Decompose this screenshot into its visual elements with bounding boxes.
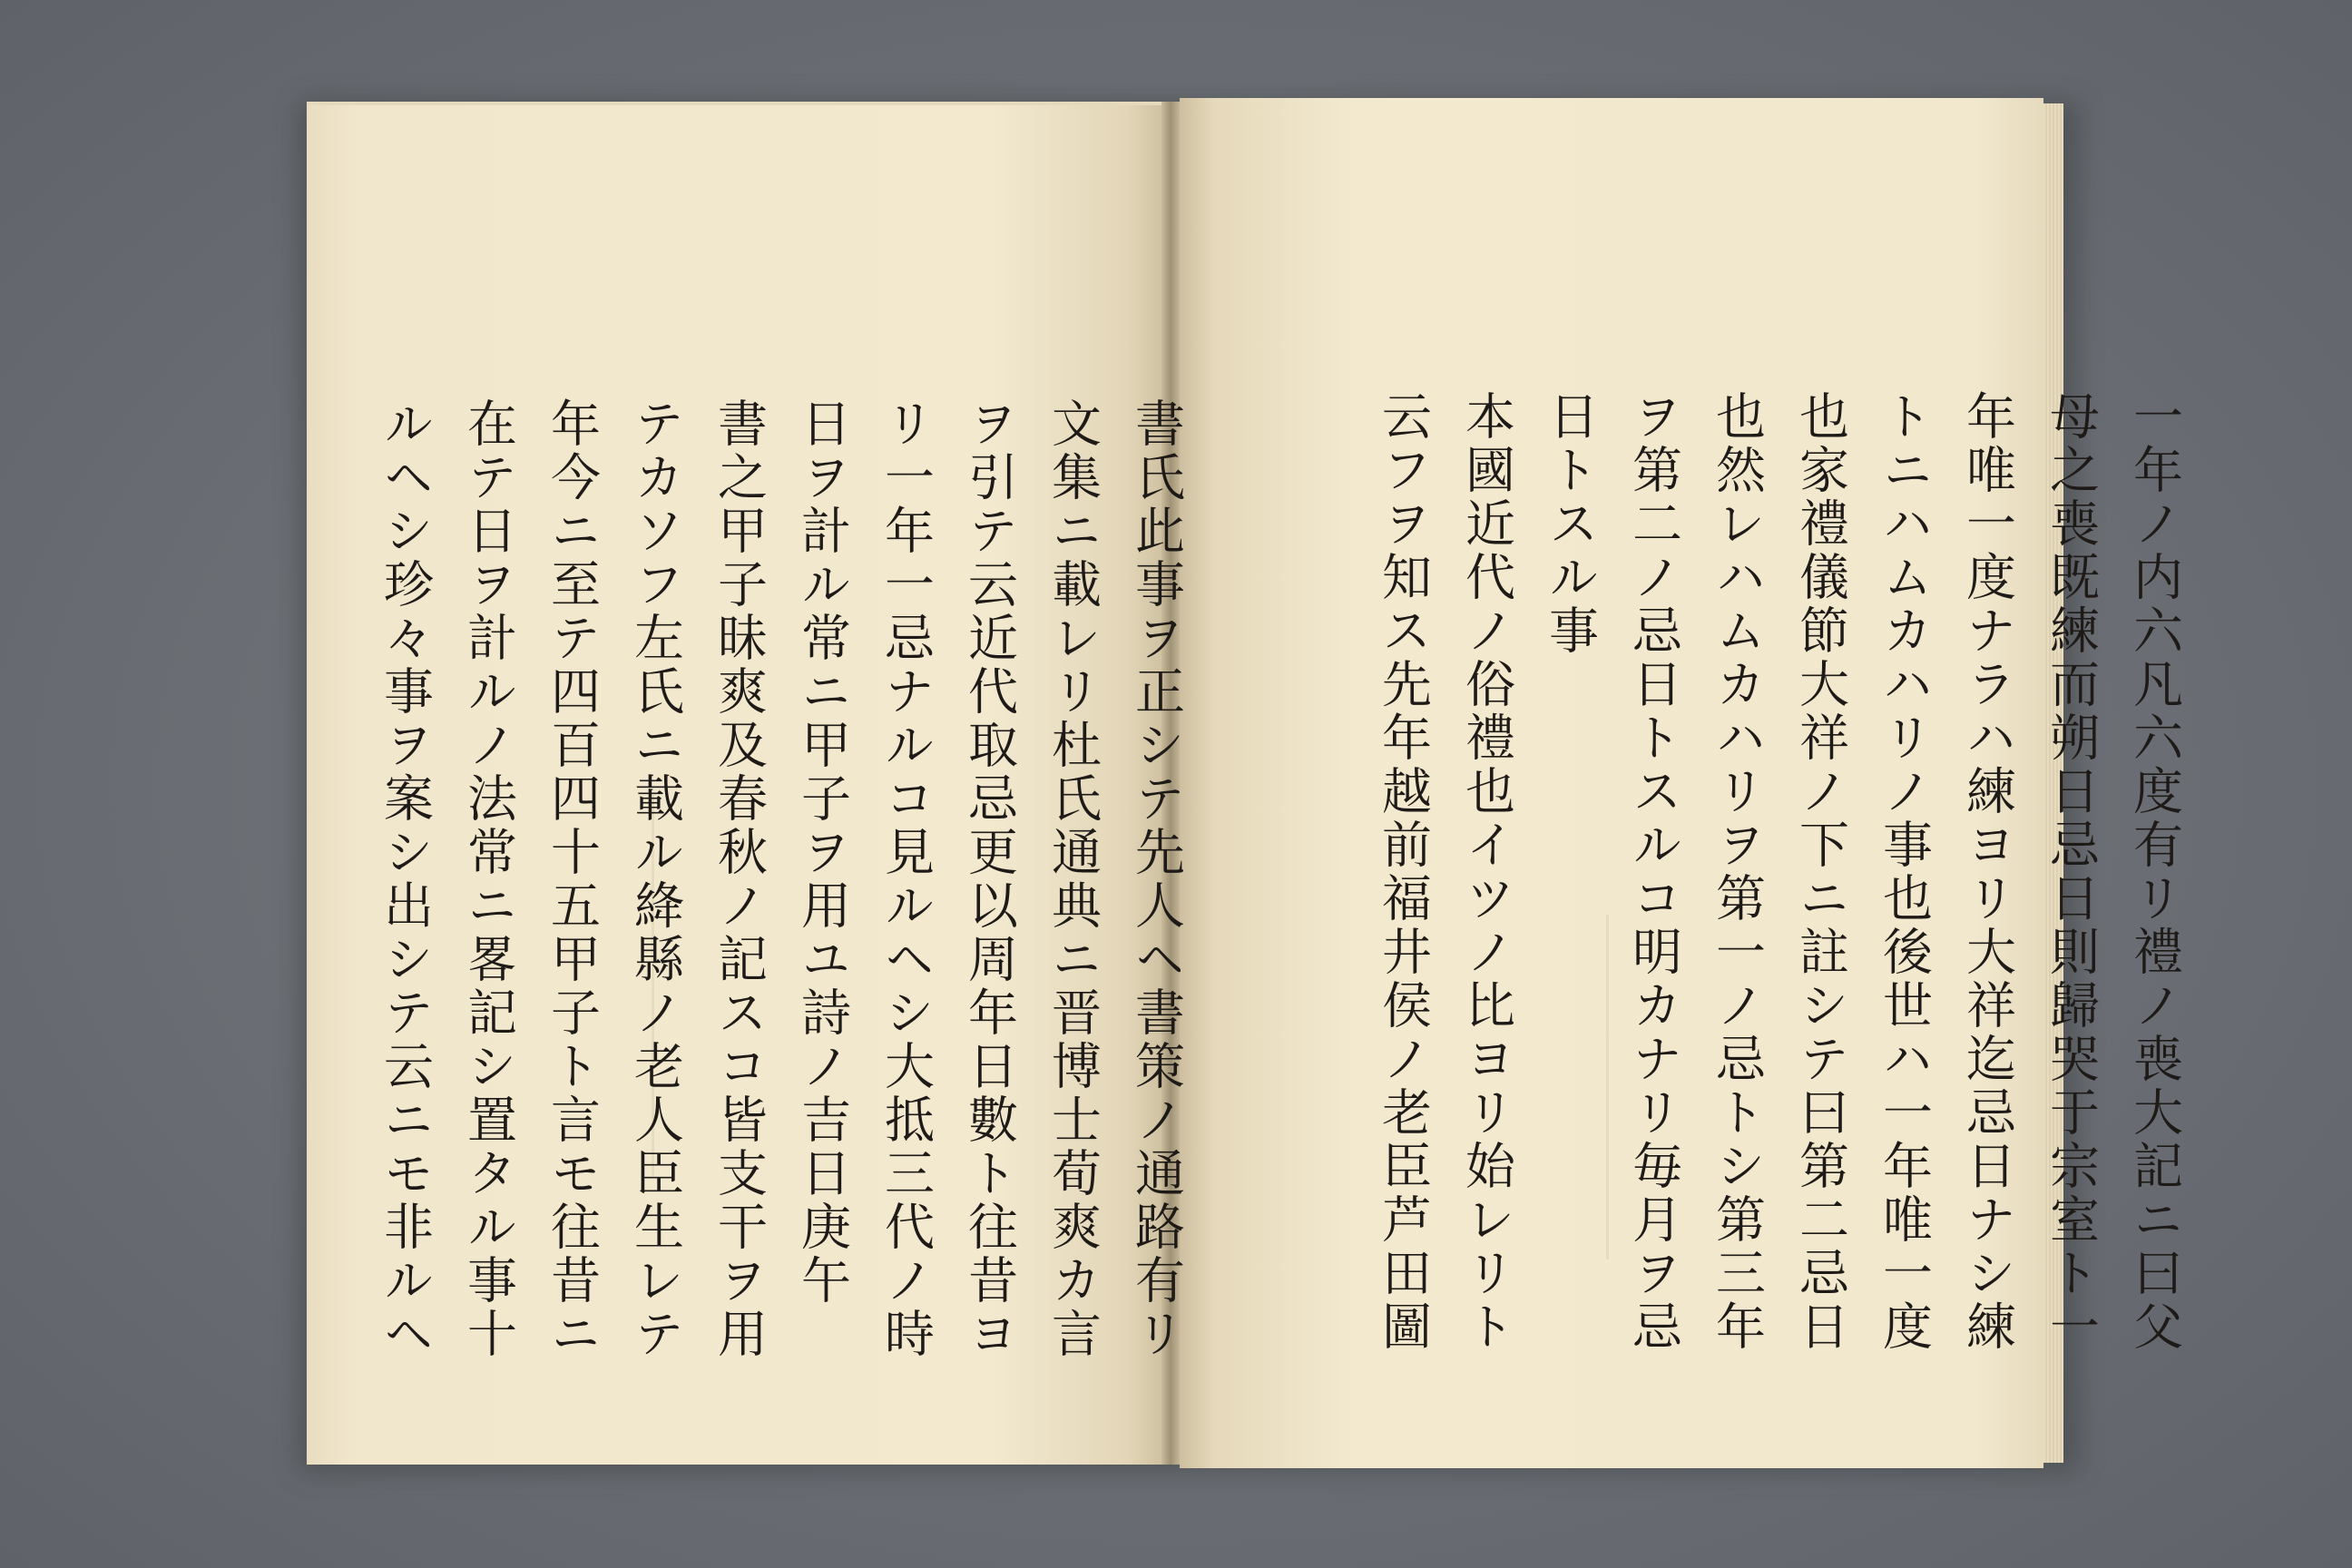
text-column: テカソフ左氏ニ載ル絳縣ノ老人臣生レテ: [626, 397, 684, 1361]
text-column: 本國近代ノ俗禮也イツノ比ヨリ始レリト: [1457, 390, 1515, 1354]
text-column: 也家禮儀節大祥ノ下ニ註シテ曰第二忌日: [1791, 390, 1849, 1354]
text-column: 也然レハムカハリヲ第一ノ忌トシ第三年: [1708, 390, 1766, 1354]
text-column: ルヘシ珍々事ヲ案シ出シテ云ニモ非ルヘ: [376, 397, 434, 1361]
text-column: ヲ引テ云近代取忌更以周年日數ト往昔ヨ: [960, 397, 1018, 1361]
text-column: 日ヲ計ル常ニ甲子ヲ用ユ詩ノ吉日庚午: [793, 397, 851, 1308]
right-page-text: [1361, 390, 2196, 1425]
text-column: 一年ノ内六凡六度有リ禮ノ喪大記ニ曰父: [2125, 390, 2183, 1354]
text-column: 日トスル事: [1541, 390, 1599, 658]
text-column: 文集ニ載レリ杜氏通典ニ晋博士荀爽カ言: [1044, 397, 1102, 1361]
text-column: リ一年一忌ナルコ見ルヘシ大抵三代ノ時: [877, 397, 935, 1361]
text-column: 書氏此事ヲ正シテ先人ヘ書策ノ通路有リ: [1127, 397, 1185, 1361]
text-column: トニハムカハリノ事也後世ハ一年唯一度: [1875, 390, 1933, 1354]
text-column: 云フヲ知ス先年越前福井侯ノ老臣芦田圖: [1374, 390, 1432, 1354]
text-column: 書之甲子昧爽及春秋ノ記スコ皆支干ヲ用: [710, 397, 768, 1361]
text-column: 在テ日ヲ計ルノ法常ニ畧記シ置タル事十: [459, 397, 517, 1361]
text-column: 年今ニ至テ四百四十五甲子ト言モ往昔ニ: [543, 397, 601, 1361]
text-column: 母之喪既練而朔日忌日則歸哭于宗室ト一: [2042, 390, 2100, 1354]
left-page-text: [363, 397, 1198, 1423]
text-column: ヲ第二ノ忌日トスルコ明カナリ毎月ヲ忌: [1624, 390, 1682, 1354]
text-column: 年唯一度ナラハ練ヨリ大祥迄忌日ナシ練: [1958, 390, 2016, 1354]
